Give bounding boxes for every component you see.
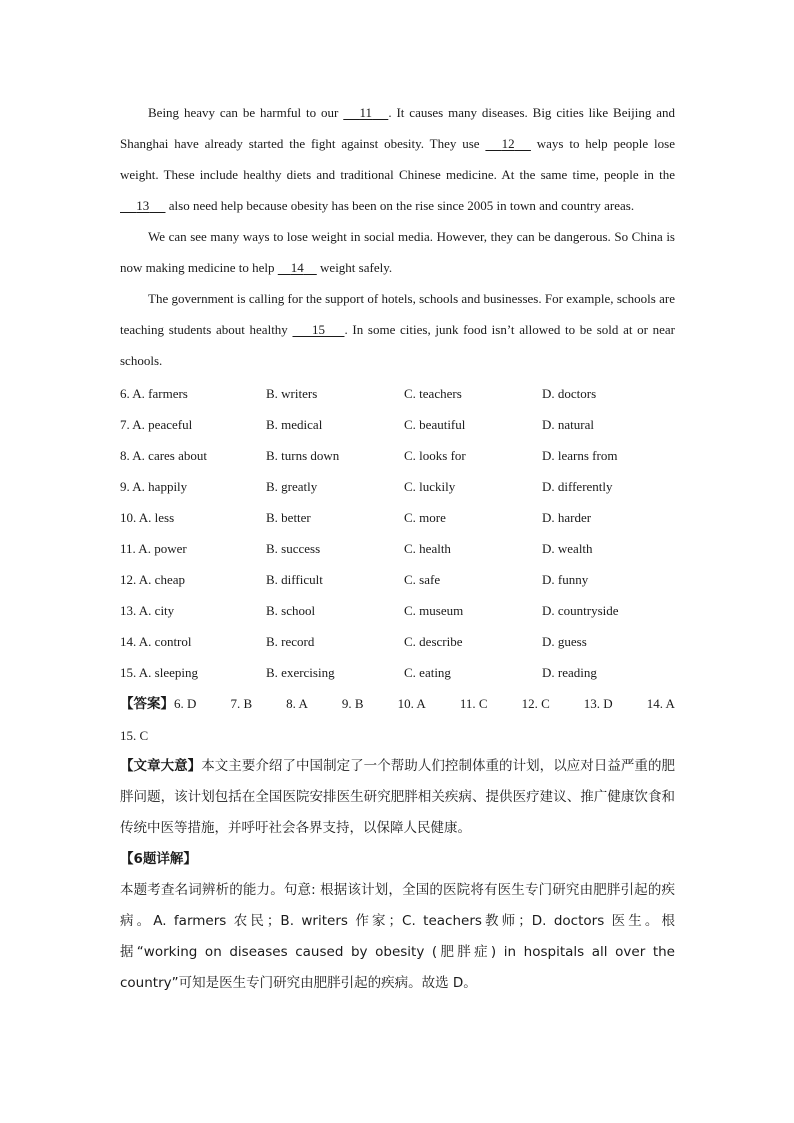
passage-text: ways to help people lose weight. These include healthy diets and traditional Chinese medicine. At the same time, people in the: [120, 136, 675, 182]
summary-section: [120, 751, 675, 844]
option-row: 8. A. cares about B. turns down C. looks for D. learns from: [120, 448, 618, 463]
answer-line-last: 15. C: [120, 728, 149, 743]
option-row: 10. A. less B. better C. more D. harder: [120, 510, 592, 525]
blank-11: 11: [359, 105, 373, 120]
option-row: 13. A. city B. school C. museum D. countryside: [120, 603, 619, 618]
answer-key: [120, 688, 675, 751]
options-list: [120, 378, 675, 688]
passage-text: also need help because obesity has been on the rise since 2005 in town and country areas.: [165, 198, 635, 213]
answer-label: 【答案】: [120, 696, 174, 712]
passage-text: The government is calling for the support of hotels, schools and businesses. For example, schools are teaching students about healthy: [120, 291, 675, 337]
blank-15: 15: [311, 322, 325, 337]
passage-text: . It causes many diseases. Big cities like Beijing and Shanghai have already started the fight against obesity. They use: [120, 105, 675, 151]
passage-text: We can see many ways to lose weight in social media. However, they can be dangerous. So China is now making medicine to help: [120, 229, 675, 275]
passage-paragraph-1: [120, 97, 675, 221]
passage-text: weight safely.: [316, 260, 393, 275]
passage-text: Being heavy can be harmful to our: [148, 105, 344, 120]
q6-explanation: 本题考查名词辨析的能力。句意: 根据该计划，全国的医院将有医生专门研究由肥胖引起的疾病。A. farmers 农民；B. writers 作家；C. teachers教师；D. doctors 医生。根据“working on diseases caused by obesity (肥胖症) in hospitals all over the country”可知是医生专门研究由肥胖引起的疾病。故选 D。: [120, 882, 675, 991]
option-row: 6. A. farmers B. writers C. teachers D. doctors: [120, 386, 597, 401]
passage-text: . In some cities, junk food isn’t allowed to be sold at or near schools.: [120, 322, 676, 368]
option-row: 14. A. control B. record C. describe D. guess: [120, 634, 587, 649]
passage-paragraph-3: [120, 283, 675, 376]
q6-heading: 【6题详解】: [120, 851, 197, 867]
option-row: 7. A. peaceful B. medical C. beautiful D. natural: [120, 417, 594, 432]
summary-label: 【文章大意】: [120, 758, 202, 774]
answer-line: 【答案】6. D 7. B 8. A 9. B 10. A 11. C 12. C 13. D 14. A: [120, 696, 675, 712]
option-row: 15. A. sleeping B. exercising C. eating D. reading: [120, 665, 597, 680]
blank-13: 13: [136, 198, 150, 213]
document-page: [120, 97, 675, 999]
passage-paragraph-2: [120, 221, 675, 283]
blank-14: 14: [290, 260, 304, 275]
option-row: 9. A. happily B. greatly C. luckily D. differently: [120, 479, 613, 494]
blank-12: 12: [501, 136, 515, 151]
summary-text: 本文主要介绍了中国制定了一个帮助人们控制体重的计划，以应对日益严重的肥胖问题，该计划包括在全国医院安排医生研究肥胖相关疾病、提供医疗建议、推广健康饮食和传统中医等措施，并呼吁社会各界支持，以保障人民健康。: [120, 758, 676, 836]
option-row: 12. A. cheap B. difficult C. safe D. funny: [120, 572, 589, 587]
option-row: 11. A. power B. success C. health D. wealth: [120, 541, 593, 556]
